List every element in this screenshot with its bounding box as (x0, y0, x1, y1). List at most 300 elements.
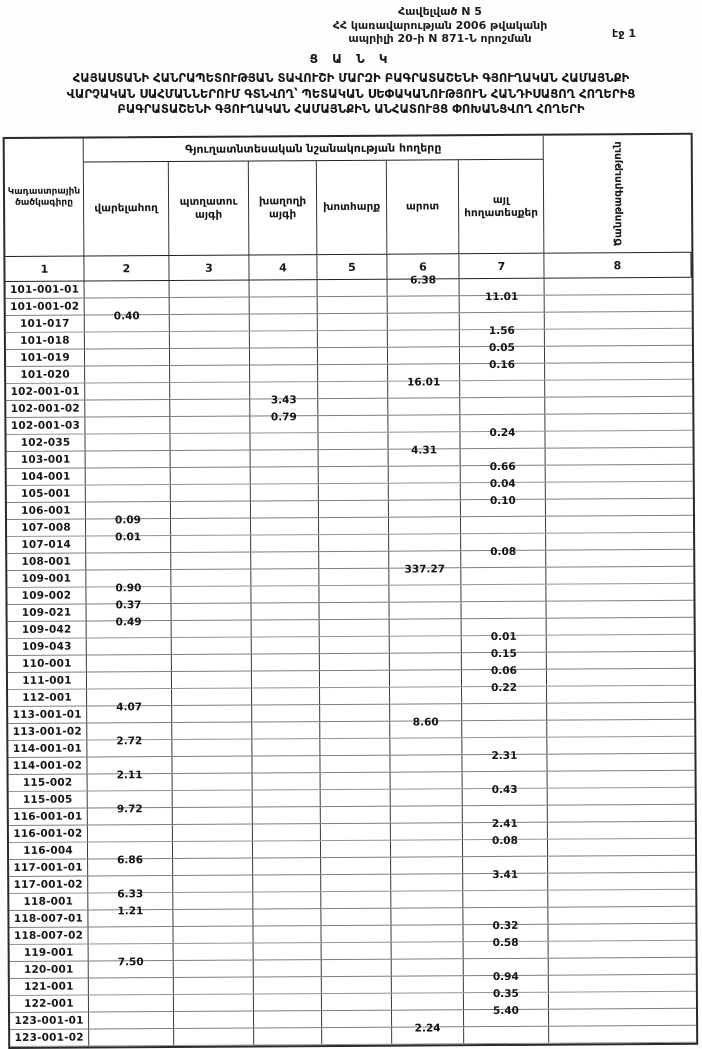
area-value-cell (320, 620, 390, 636)
cadastral-code-cell: 109-021 (8, 605, 87, 621)
area-value-cell: 11.01 (460, 296, 545, 313)
area-value-cell (250, 433, 318, 449)
cadastral-code-cell: 116-004 (9, 843, 88, 859)
area-value-cell (549, 958, 696, 975)
area-value-cell (170, 281, 250, 297)
area-value-cell (390, 602, 462, 618)
area-value-cell (173, 909, 253, 925)
cadastral-code-cell: 121-001 (10, 978, 89, 994)
area-value-cell: 1.21 (88, 910, 173, 927)
area-value-cell (389, 534, 461, 550)
area-value-cell (388, 415, 460, 431)
cadastral-code-cell: 104-001 (7, 469, 86, 485)
area-value-cell (545, 363, 692, 380)
area-value-cell (546, 550, 693, 567)
cadastral-code-cell: 101-017 (6, 316, 85, 332)
area-value-cell: 0.08 (461, 551, 546, 568)
area-value-cell (171, 502, 251, 518)
area-value-cell (252, 756, 320, 772)
area-value-cell (392, 959, 464, 975)
area-value-cell: 0.90 (86, 587, 171, 604)
area-value-cell: 0.05 (460, 347, 545, 364)
area-value-cell (390, 619, 462, 635)
col-header-orchard: պտղատու այգի (169, 162, 250, 255)
area-value-cell (320, 637, 390, 653)
area-value-cell (252, 620, 320, 636)
area-value-cell: 4.07 (87, 706, 172, 723)
area-value-cell (548, 856, 695, 873)
area-value-cell (173, 790, 253, 806)
table-body (6, 274, 697, 1047)
area-value-cell (321, 909, 391, 925)
area-value-cell (319, 450, 389, 466)
area-value-cell (252, 671, 320, 687)
area-value-cell: 0.04 (461, 483, 546, 500)
area-value-cell (253, 824, 321, 840)
col-header-arable: վարելահող (84, 162, 170, 256)
area-value-cell: 0.06 (462, 670, 547, 687)
area-value-cell (322, 960, 392, 976)
area-value-cell (547, 754, 694, 771)
area-value-cell (170, 332, 250, 348)
area-value-cell (545, 414, 692, 431)
area-value-cell (391, 908, 463, 924)
area-value-cell (461, 517, 546, 534)
area-value-cell (319, 518, 389, 534)
area-value-cell (321, 875, 391, 891)
area-value-cell (547, 686, 694, 703)
area-value-cell (391, 806, 463, 822)
cadastral-code-cell: 117-001-01 (9, 860, 88, 876)
area-value-cell (318, 416, 388, 432)
area-value-cell (88, 927, 173, 944)
area-value-cell (545, 346, 692, 363)
area-value-cell (319, 484, 389, 500)
area-value-cell (252, 722, 320, 738)
area-value-cell (250, 365, 318, 381)
area-value-cell (251, 450, 319, 466)
cadastral-code-cell: 108-001 (7, 554, 86, 570)
area-value-cell (545, 329, 692, 346)
area-value-cell (171, 468, 251, 484)
area-value-cell (546, 516, 693, 533)
cadastral-code-cell: 101-001-01 (6, 282, 85, 298)
cadastral-code-cell: 123-001-01 (10, 1012, 89, 1028)
area-value-cell (251, 586, 319, 602)
area-value-cell (86, 468, 171, 485)
area-value-cell (89, 978, 174, 995)
area-value-cell (545, 312, 692, 329)
area-value-cell (254, 1028, 322, 1044)
area-value-cell: 0.43 (463, 789, 548, 806)
area-value-cell (321, 790, 391, 806)
column-number: 1 (5, 257, 84, 281)
area-value-cell (89, 1012, 174, 1029)
cadastral-code-cell: 117-001-02 (9, 877, 88, 893)
area-value-cell (86, 485, 171, 502)
area-value-cell (464, 1027, 549, 1044)
cadastral-code-cell: 119-001 (10, 945, 89, 961)
area-value-cell (320, 739, 390, 755)
area-value-cell (548, 924, 695, 941)
area-value-cell (319, 569, 389, 585)
area-value-cell: 0.66 (461, 466, 546, 483)
column-number: 6 (387, 254, 459, 278)
area-value-cell (253, 909, 321, 925)
area-value-cell (174, 960, 254, 976)
area-value-cell (320, 654, 390, 670)
area-value-cell: 6.38 (388, 279, 460, 295)
area-value-cell (85, 417, 170, 434)
appendix-line-2: ՀՀ կառավարության 2006 թվականի (332, 18, 548, 32)
area-value-cell (548, 822, 695, 839)
area-value-cell (322, 1011, 392, 1027)
cadastral-code-cell: 101-019 (6, 350, 85, 366)
cadastral-code-cell: 112-001 (8, 690, 87, 706)
area-value-cell (252, 654, 320, 670)
area-value-cell (547, 703, 694, 720)
area-value-cell (85, 349, 170, 366)
area-value-cell (170, 383, 250, 399)
cadastral-code-cell: 107-008 (7, 520, 86, 536)
document-title: Ց Ա Ն Կ (309, 52, 393, 66)
area-value-cell (254, 960, 322, 976)
cadastral-code-cell: 114-001-02 (8, 758, 87, 774)
cadastral-code-cell: 110-001 (8, 656, 87, 672)
area-value-cell (251, 552, 319, 568)
col-group-header-agricultural-lands: Գյուղատնտեսական նշանակության հողերը (84, 136, 544, 163)
area-value-cell: 0.79 (250, 416, 318, 432)
area-value-cell (173, 824, 253, 840)
area-value-cell (318, 433, 388, 449)
area-value-cell (547, 635, 694, 652)
area-value-cell (253, 807, 321, 823)
area-value-cell (392, 942, 464, 958)
table-header (5, 135, 692, 257)
cadastral-code-cell: 106-001 (7, 503, 86, 519)
cadastral-code-cell: 122-001 (10, 995, 89, 1011)
area-value-cell (318, 382, 388, 398)
title-block (0, 52, 702, 118)
area-value-cell: 3.41 (463, 874, 548, 891)
area-value-cell: 6.33 (88, 893, 173, 910)
area-value-cell (254, 943, 322, 959)
cadastral-code-cell: 109-043 (8, 639, 87, 655)
area-value-cell (461, 585, 546, 602)
area-value-cell (548, 890, 695, 907)
area-value-cell: 2.41 (463, 823, 548, 840)
area-value-cell (320, 756, 390, 772)
cadastral-code-cell: 123-001-02 (10, 1029, 89, 1045)
cadastral-code-cell: 101-020 (6, 367, 85, 383)
area-value-cell (549, 992, 696, 1009)
area-value-cell (547, 737, 694, 754)
area-value-cell (321, 926, 391, 942)
area-value-cell: 0.94 (464, 976, 549, 993)
cadastral-code-cell: 103-001 (7, 452, 86, 468)
area-value-cell (252, 705, 320, 721)
area-value-cell (461, 568, 546, 585)
area-value-cell (252, 688, 320, 704)
area-value-cell (321, 892, 391, 908)
area-value-cell: 1.56 (460, 330, 545, 347)
area-value-cell: 0.08 (463, 840, 548, 857)
appendix-line-1: Հավելված N 5 (398, 5, 482, 18)
cadastral-code-cell: 114-001-01 (8, 741, 87, 757)
area-value-cell: 0.40 (85, 315, 170, 332)
cadastral-code-cell: 109-001 (7, 571, 86, 587)
column-number: 4 (249, 255, 317, 279)
area-value-cell (318, 399, 388, 415)
area-value-cell (462, 721, 547, 738)
area-value-cell (173, 841, 253, 857)
area-value-cell (322, 994, 392, 1010)
area-value-cell (389, 466, 461, 482)
area-value-cell (391, 823, 463, 839)
area-value-cell (171, 485, 251, 501)
area-value-cell: 0.32 (463, 925, 548, 942)
area-value-cell (388, 347, 460, 363)
area-value-cell: 2.72 (87, 740, 172, 757)
area-value-cell (318, 280, 388, 296)
area-value-cell (548, 907, 695, 924)
area-value-cell (318, 297, 388, 313)
area-value-cell: 2.11 (88, 774, 173, 791)
area-value-cell (321, 807, 391, 823)
appendix-block (215, 5, 665, 46)
area-value-cell (462, 602, 547, 619)
cadastral-code-cell: 116-001-01 (9, 809, 88, 825)
area-value-cell: 0.22 (462, 687, 547, 704)
area-value-cell (253, 926, 321, 942)
cadastral-code-cell: 105-001 (7, 486, 86, 502)
area-value-cell (87, 638, 172, 655)
area-value-cell (250, 280, 318, 296)
area-value-cell (546, 482, 693, 499)
area-value-cell (251, 484, 319, 500)
document-subtitle-line-2: ՎԱՐՉԱԿԱՆ ՍԱՀՄԱՆՆԵՐՈՒՄ ԳՏՆՎՈՂ՝ ՊԵՏԱԿԱՆ ՍԵՓԱԿԱՆՈՒԹՅՈՒՆ ՀԱՆԴԻՍԱՑՈՂ ՀՈՂԵՐԻՑ (66, 86, 636, 101)
area-value-cell: 2.31 (462, 755, 547, 772)
area-value-cell (85, 434, 170, 451)
area-value-cell: 3.43 (250, 399, 318, 415)
area-value-cell (549, 1026, 696, 1043)
area-value-cell: 0.09 (86, 519, 171, 536)
document-subtitle-line-3: ԲԱԳՐԱՏԱՇԵՆԻ ԳՅՈՒՂԱԿԱՆ ՀԱՄԱՅՆՔԻՆ ԱՆՀԱՏՈՒՅՑ ՓՈԽԱՆՑՎՈՂ ՀՈՂԵՐԻ (117, 101, 585, 117)
area-value-cell (319, 467, 389, 483)
area-value-cell (391, 857, 463, 873)
area-value-cell (388, 330, 460, 346)
area-value-cell (172, 756, 252, 772)
cadastral-code-cell: 118-001 (9, 894, 88, 910)
area-value-cell (171, 536, 251, 552)
page-number: էջ 1 (612, 27, 636, 40)
area-value-cell (251, 518, 319, 534)
area-value-cell (251, 501, 319, 517)
cadastral-code-cell: 115-002 (9, 775, 88, 791)
area-value-cell (390, 636, 462, 652)
area-value-cell: 337.27 (389, 568, 461, 584)
area-value-cell (546, 499, 693, 516)
area-value-cell (85, 281, 170, 298)
area-value-cell (251, 569, 319, 585)
area-value-cell (460, 398, 545, 415)
area-value-cell (390, 653, 462, 669)
area-value-cell (549, 1009, 696, 1026)
area-value-cell (89, 995, 174, 1012)
cadastral-code-cell: 102-001-02 (6, 401, 85, 417)
cadastral-code-cell: 109-002 (7, 588, 86, 604)
cadastral-code-cell: 116-001-02 (9, 826, 88, 842)
area-value-cell (549, 941, 696, 958)
area-value-cell (547, 720, 694, 737)
area-value-cell (388, 398, 460, 414)
area-value-cell (321, 824, 391, 840)
area-value-cell: 16.01 (388, 381, 460, 397)
area-value-cell (172, 688, 252, 704)
area-value-cell (318, 365, 388, 381)
area-value-cell (170, 315, 250, 331)
area-value-cell (250, 348, 318, 364)
col-header-vineyard: խաղողի այգի (249, 161, 318, 254)
area-value-cell (389, 585, 461, 601)
area-value-cell: 9.72 (88, 808, 173, 825)
area-value-cell (319, 501, 389, 517)
area-value-cell (548, 788, 695, 805)
area-value-cell (250, 297, 318, 313)
area-value-cell (174, 977, 254, 993)
area-value-cell (321, 773, 391, 789)
cadastral-code-cell: 120-001 (10, 962, 89, 978)
area-value-cell (548, 805, 695, 822)
cadastral-code-cell: 102-001-03 (6, 418, 85, 434)
col-header-note: Ծանոթագրություն (611, 141, 624, 247)
area-value-cell (460, 381, 545, 398)
area-value-cell (85, 383, 170, 400)
area-value-cell: 5.40 (464, 1010, 549, 1027)
area-value-cell (86, 451, 171, 468)
area-value-cell (545, 431, 692, 448)
column-number: 5 (317, 255, 387, 279)
area-value-cell (170, 417, 250, 433)
area-value-cell (85, 400, 170, 417)
area-value-cell (546, 567, 693, 584)
area-value-cell: 0.35 (464, 993, 549, 1010)
area-value-cell (546, 465, 693, 482)
area-value-cell (546, 584, 693, 601)
column-number: 8 (544, 253, 691, 278)
area-value-cell: 7.50 (89, 961, 174, 978)
area-value-cell (320, 688, 390, 704)
area-value-cell (390, 738, 462, 754)
area-value-cell (319, 535, 389, 551)
area-value-cell (250, 331, 318, 347)
area-value-cell (547, 652, 694, 669)
area-value-cell (173, 926, 253, 942)
area-value-cell (173, 858, 253, 874)
area-value-cell (321, 841, 391, 857)
cadastral-code-cell: 101-018 (6, 333, 85, 349)
area-value-cell (87, 672, 172, 689)
area-value-cell: 8.60 (390, 721, 462, 737)
col-header-other-land-types: այլ հողատեսքեր (459, 160, 545, 254)
area-value-cell (319, 552, 389, 568)
area-value-cell (89, 1029, 174, 1046)
area-value-cell (173, 875, 253, 891)
area-value-cell (172, 722, 252, 738)
area-value-cell (172, 705, 252, 721)
area-value-cell (170, 366, 250, 382)
area-value-cell (88, 825, 173, 842)
area-value-cell (391, 874, 463, 890)
area-value-cell (174, 994, 254, 1010)
area-value-cell (87, 655, 172, 672)
area-value-cell (388, 313, 460, 329)
area-value-cell (85, 366, 170, 383)
area-value-cell (546, 533, 693, 550)
area-value-cell (318, 314, 388, 330)
area-value-cell (545, 397, 692, 414)
area-value-cell (547, 669, 694, 686)
area-value-cell (254, 994, 322, 1010)
area-value-cell (253, 858, 321, 874)
area-value-cell (86, 553, 171, 570)
area-value-cell: 0.10 (461, 500, 546, 517)
area-value-cell: 0.37 (87, 604, 172, 621)
area-value-cell (254, 1011, 322, 1027)
area-value-cell (174, 943, 254, 959)
area-value-cell (253, 892, 321, 908)
area-value-cell (252, 739, 320, 755)
area-value-cell (170, 400, 250, 416)
area-value-cell (171, 451, 251, 467)
area-value-cell: 2.24 (392, 1027, 464, 1043)
cadastral-code-cell: 109-042 (8, 622, 87, 638)
cadastral-code-cell: 118-007-01 (9, 911, 88, 927)
area-value-cell: 4.31 (389, 449, 461, 465)
area-value-cell (391, 891, 463, 907)
area-value-cell: 0.16 (460, 364, 545, 381)
area-value-cell (171, 586, 251, 602)
area-value-cell (172, 637, 252, 653)
area-value-cell (548, 771, 695, 788)
area-value-cell (170, 349, 250, 365)
col-header-hayfield: խոտհարք (317, 161, 388, 254)
area-value-cell (85, 332, 170, 349)
area-value-cell: 6.86 (88, 859, 173, 876)
area-value-cell (253, 773, 321, 789)
area-value-cell (322, 943, 392, 959)
area-value-cell (172, 671, 252, 687)
area-value-cell (321, 858, 391, 874)
cadastral-code-cell: 118-007-02 (9, 928, 88, 944)
area-value-cell (174, 1011, 254, 1027)
area-value-cell (548, 873, 695, 890)
area-value-cell (252, 603, 320, 619)
area-value-cell (545, 380, 692, 397)
area-value-cell (547, 618, 694, 635)
area-value-cell (390, 687, 462, 703)
cadastral-code-cell: 113-001-02 (8, 724, 87, 740)
area-value-cell (320, 603, 390, 619)
table-row (10, 1022, 696, 1047)
area-value-cell (252, 637, 320, 653)
area-value-cell (172, 620, 252, 636)
area-value-cell (463, 891, 548, 908)
area-value-cell (250, 314, 318, 330)
area-value-cell (171, 569, 251, 585)
area-value-cell (389, 500, 461, 516)
area-value-cell (171, 519, 251, 535)
